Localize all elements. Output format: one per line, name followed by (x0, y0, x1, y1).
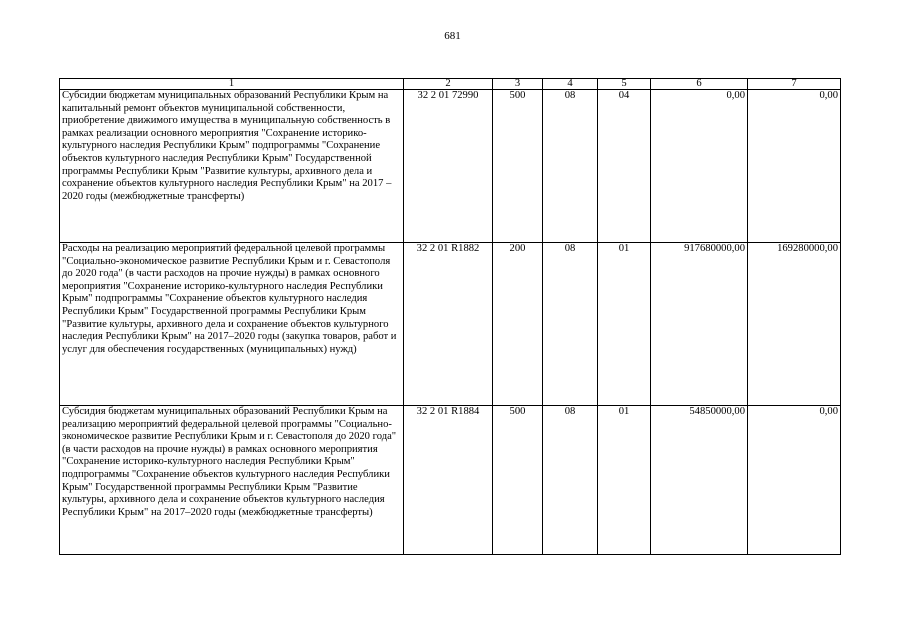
row-expense-type: 500 (493, 406, 543, 555)
header-col-7: 7 (748, 79, 841, 90)
row-subsection: 01 (598, 406, 651, 555)
header-col-4: 4 (543, 79, 598, 90)
header-col-2: 2 (404, 79, 493, 90)
table-row (60, 243, 841, 406)
row-target-code: 32 2 01 R1882 (404, 243, 493, 406)
row-subsection: 01 (598, 243, 651, 406)
row-target-code: 32 2 01 72990 (404, 90, 493, 243)
budget-table (59, 78, 841, 555)
table-row (60, 406, 841, 555)
row-target-code: 32 2 01 R1884 (404, 406, 493, 555)
row-description: Субсидия бюджетам муниципальных образований Республики Крым на реализацию мероприятий федеральной целевой программы "Социально-экономическое развитие Республики Крым и г. Севастополя до 2020 года" (в части расходов на прочие нужды) в рамках основного мероприятия "Сохранение историко-культурного наследия Республики Крым" подпрограммы "Сохранение объектов культурного наследия Республики Крым" Государственной программы Республики Крым "Развитие культуры, архивного дела и сохранение объектов культурного наследия Республики Крым" на 2017–2020 годы (межбюджетные трансферты) (60, 406, 404, 555)
row-amount-col7: 0,00 (748, 90, 841, 243)
page-number: 681 (444, 30, 461, 42)
row-amount-col7: 169280000,00 (748, 243, 841, 406)
row-subsection: 04 (598, 90, 651, 243)
header-col-5: 5 (598, 79, 651, 90)
row-expense-type: 200 (493, 243, 543, 406)
header-col-6: 6 (651, 79, 748, 90)
row-amount-col6: 0,00 (651, 90, 748, 243)
row-section: 08 (543, 243, 598, 406)
row-amount-col7: 0,00 (748, 406, 841, 555)
header-col-1: 1 (60, 79, 404, 90)
row-expense-type: 500 (493, 90, 543, 243)
header-row (60, 79, 841, 90)
row-description: Субсидии бюджетам муниципальных образований Республики Крым на капитальный ремонт объектов муниципальной собственности, приобретение движимого имущества в муниципальную собственность в рамках реализации основного мероприятия "Сохранение историко-культурного наследия Республики Крым" подпрограммы "Сохранение объектов культурного наследия Республики Крым" Государственной программы Республики Крым "Развитие культуры, архивного дела и сохранение объектов культурного наследия Республики Крым" на 2017 – 2020 годы (межбюджетные трансферты) (60, 90, 404, 243)
header-col-3: 3 (493, 79, 543, 90)
row-amount-col6: 54850000,00 (651, 406, 748, 555)
row-section: 08 (543, 90, 598, 243)
row-amount-col6: 917680000,00 (651, 243, 748, 406)
row-section: 08 (543, 406, 598, 555)
table-row (60, 90, 841, 243)
row-description: Расходы на реализацию мероприятий федеральной целевой программы "Социально-экономическое развитие Республики Крым и г. Севастополя до 2020 года" (в части расходов на прочие нужды) в рамках основного мероприятия "Сохранение историко-культурного наследия Республики Крым" подпрограммы "Сохранение объектов культурного наследия Республики Крым" Государственной программы Республики Крым "Развитие культуры, архивного дела и сохранение объектов культурного наследия Республики Крым" на 2017–2020 годы (закупка товаров, работ и услуг для обеспечения государственных (муниципальных) нужд) (60, 243, 404, 406)
